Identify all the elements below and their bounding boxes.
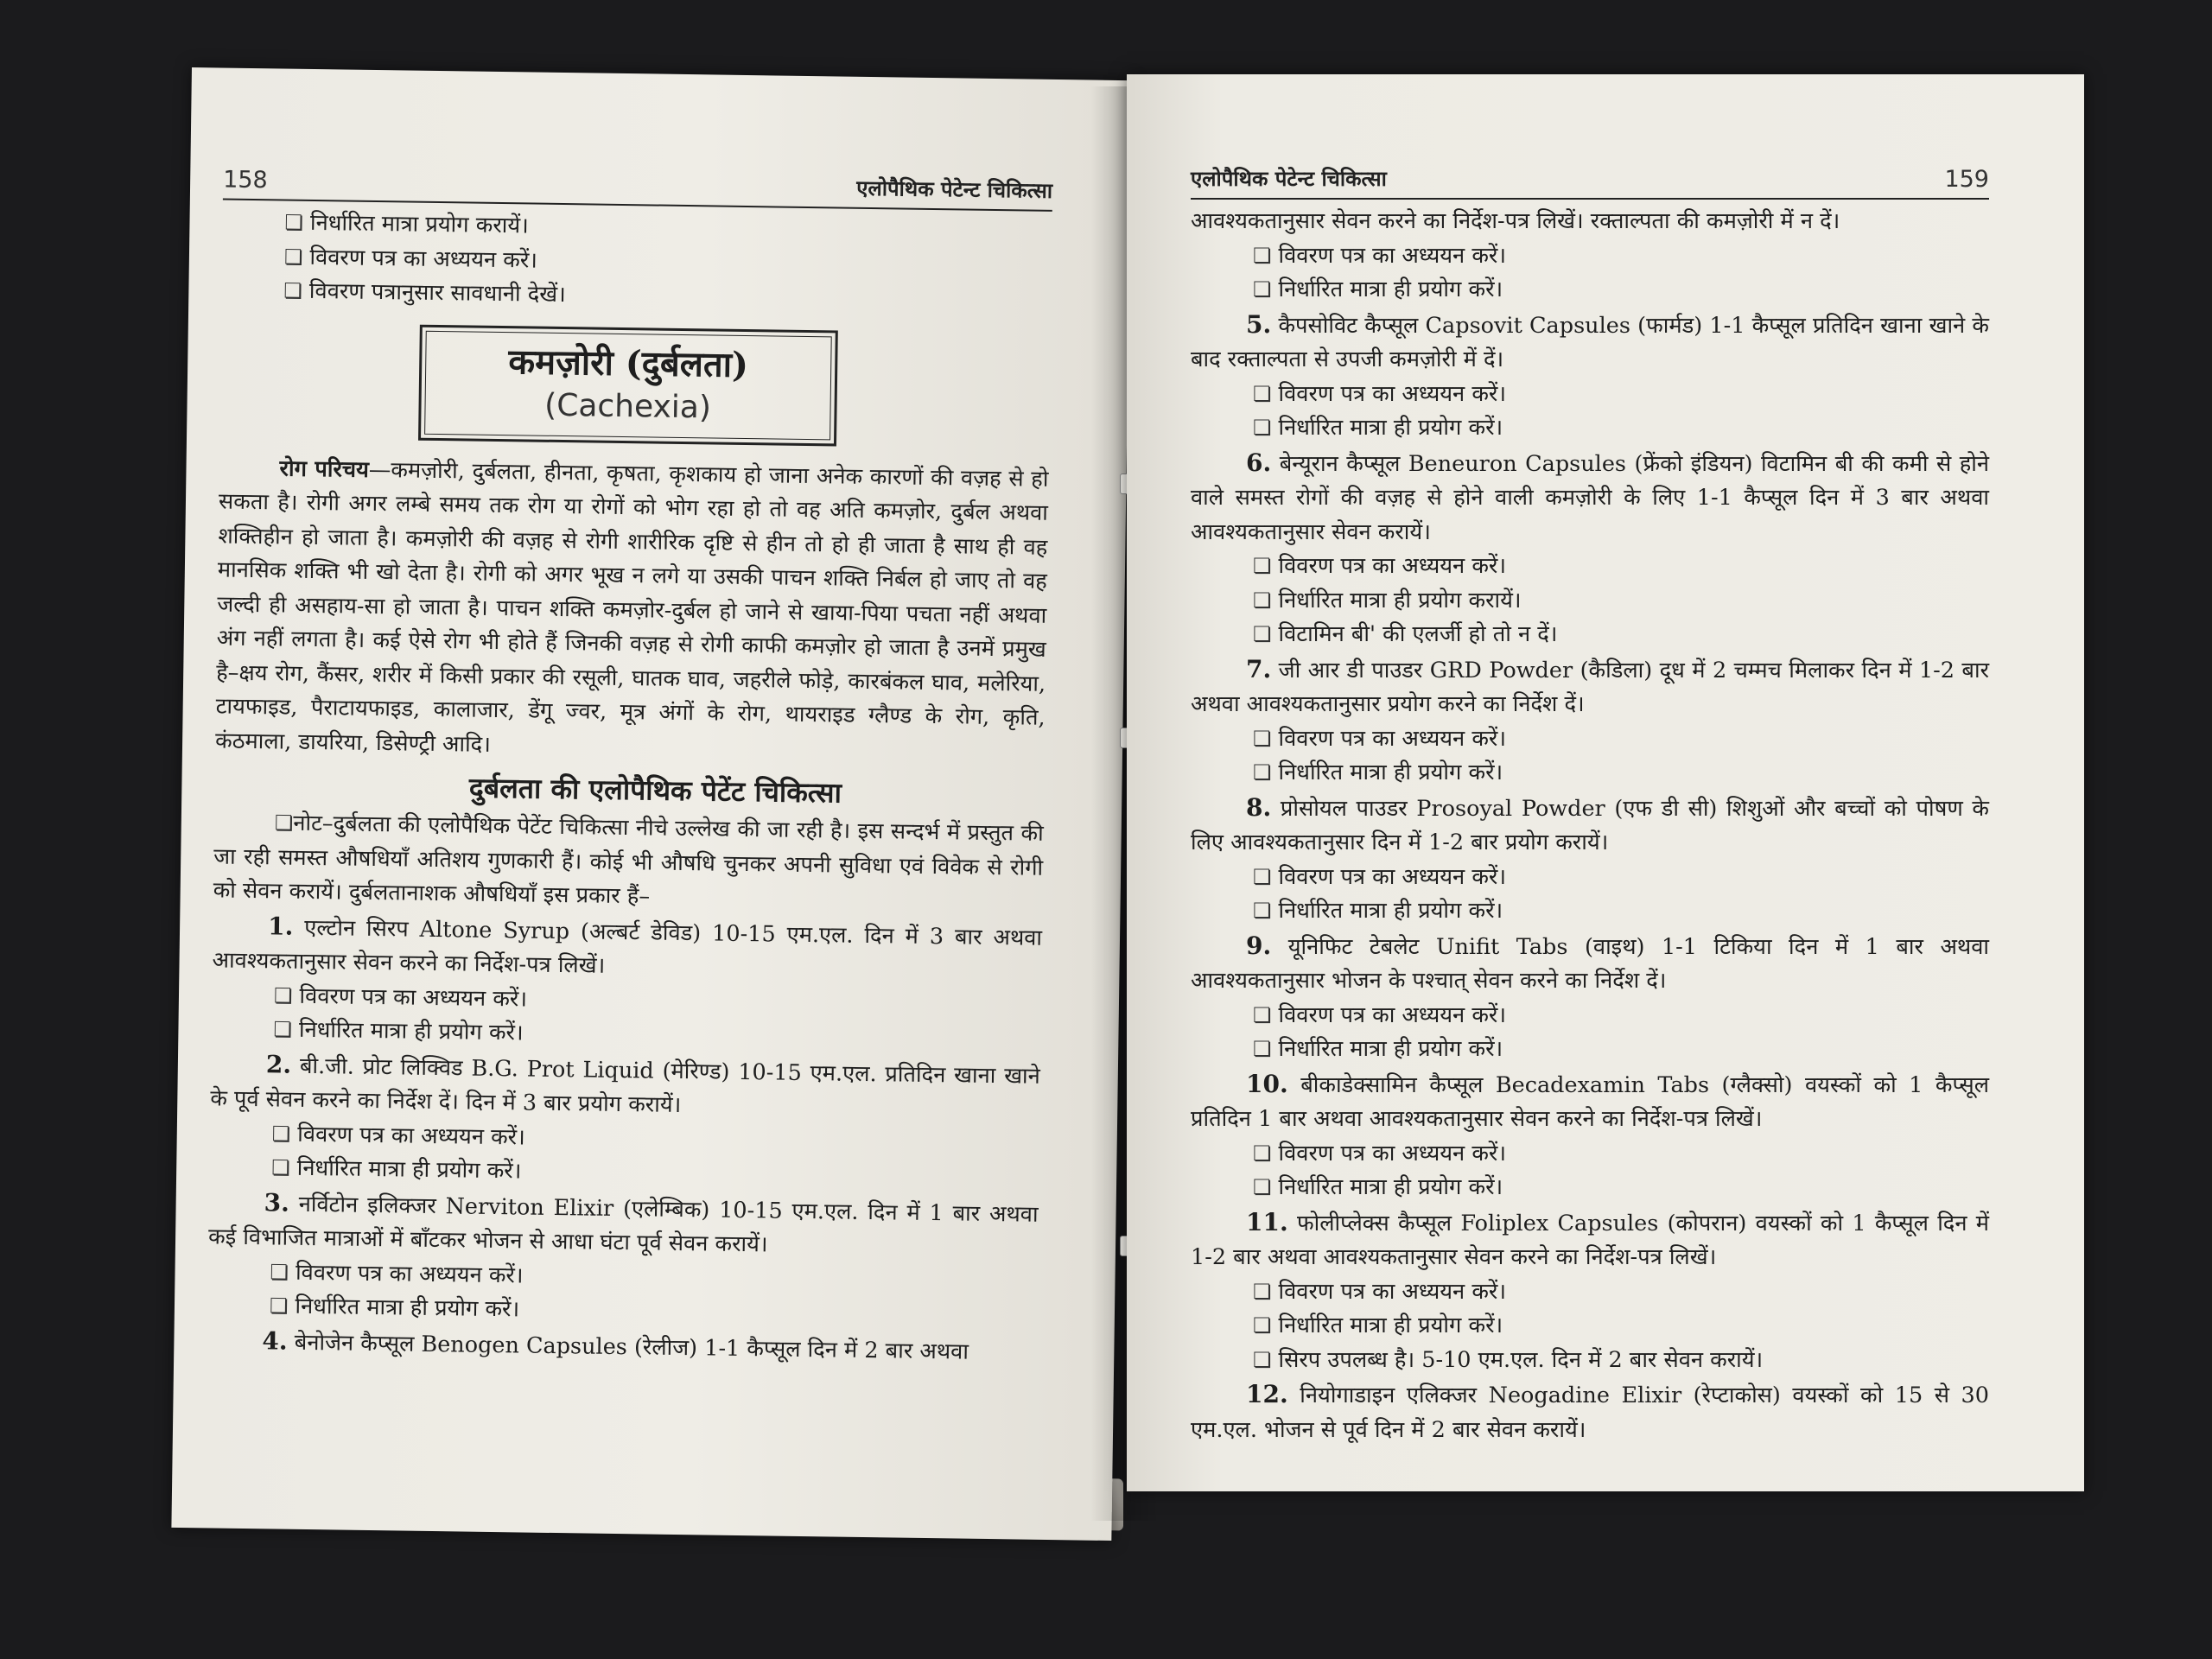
- item-number: 10.: [1246, 1069, 1288, 1098]
- item-number: 7.: [1246, 654, 1272, 683]
- left-top-check-2: ❏ विवरण पत्र का अध्ययन करें।: [222, 239, 1052, 285]
- item-check: ❏ विवरण पत्र का अध्ययन करें।: [1191, 722, 1989, 757]
- item-8: [1191, 791, 1989, 861]
- item-check: ❏ विवरण पत्र का अध्ययन करें।: [1191, 378, 1989, 412]
- note-paragraph: ❏ नोट–दुर्बलता की एलोपैथिक पेटेंट चिकित्सा नीचे उल्लेख की जा रही है। इस सन्दर्भ में प्रस्तुत की जा रही समस्त औषधियाँ अतिशय गुणकारी हैं। कोई भी औषधि चुनकर अपनी सुविधा एवं विवेक से रोगी को सेवन करायें। दुर्बलतानाशक औषधियाँ इस प्रकार हैं–: [213, 805, 1044, 919]
- left-page-number: 158: [222, 166, 268, 194]
- left-running-header: एलोपैथिक पेटेन्ट चिकित्सा: [856, 175, 1053, 203]
- item-text: नर्विटोन इलिक्जर Nerviton Elixir (एलेम्बिक) 10-15 एम.एल. दिन में 1 बार अथवा कई विभाजित मात्राओं में बाँटकर भोजन से आधा घंटा पूर्व सेवन करायें।: [207, 1191, 1039, 1258]
- item-2: [210, 1046, 1040, 1128]
- item-number: 1.: [267, 911, 294, 941]
- item-number: 11.: [1246, 1207, 1288, 1236]
- item-text: प्रोसोयल पाउडर Prosoyal Powder (एफ डी सी) शिशुओं और बच्चों को पोषण के लिए आवश्यकतानुसार दिन में 1-2 बार प्रयोग करायें।: [1191, 795, 1990, 855]
- item-check: ❏ निर्धारित मात्रा ही प्रयोग करें।: [1191, 756, 1989, 791]
- treatment-subheading: दुर्बलता की एलोपैथिक पेटेंट चिकित्सा: [468, 771, 842, 810]
- item-number: 5.: [1246, 309, 1272, 339]
- item-text: बेनोजेन कैप्सूल Benogen Capsules (रेलीज) 1-1 कैप्सूल दिन में 2 बार अथवा: [294, 1329, 969, 1365]
- item-check: ❏ विवरण पत्र का अध्ययन करें।: [212, 978, 1041, 1024]
- item-9: [1191, 929, 1989, 999]
- left-page: [171, 67, 1131, 1541]
- item-check: ❏ विवरण पत्र का अध्ययन करें।: [1191, 239, 1989, 274]
- item-check: ❏ निर्धारित मात्रा ही प्रयोग करें।: [207, 1288, 1037, 1334]
- item-check: ❏ निर्धारित मात्रा ही प्रयोग करें।: [1191, 1171, 1989, 1205]
- item-check: ❏ निर्धारित मात्रा ही प्रयोग करें।: [1191, 894, 1989, 929]
- left-top-check-1: ❏ निर्धारित मात्रा प्रयोग करायें।: [222, 206, 1052, 251]
- item-check: ❏ निर्धारित मात्रा ही प्रयोग करें।: [1191, 411, 1989, 446]
- right-running-header: एलोपैथिक पेटेन्ट चिकित्सा: [1191, 166, 1387, 191]
- right-page-number: 159: [1944, 166, 1989, 193]
- right-page-header: [1191, 164, 1989, 200]
- item-11: [1191, 1205, 1989, 1275]
- item-6: [1191, 446, 1989, 550]
- item-check: ❏ निर्धारित मात्रा ही प्रयोग करें।: [209, 1150, 1039, 1196]
- item-check: ❏ निर्धारित मात्रा ही प्रयोग करायें।: [1191, 584, 1989, 619]
- item-text: एल्टोन सिरप Altone Syrup (अल्बर्ट डेविड) 10-15 एम.एल. दिन में 3 बार अथवा आवश्यकतानुसार सेवन करने का निर्देश-पत्र लिखें।: [212, 914, 1043, 979]
- item-number: 4.: [262, 1325, 288, 1356]
- item-text: यूनिफिट टेबलेट Unifit Tabs (वाइथ) 1-1 टिकिया दिन में 1 बार अथवा आवश्यकतानुसार भोजन के पश्चात् सेवन करने का निर्देश दें।: [1191, 933, 1990, 994]
- item-check: ❏ विवरण पत्र का अध्ययन करें।: [1191, 861, 1989, 895]
- left-top-check-3: ❏ विवरण पत्रानुसार सावधानी देखें।: [221, 274, 1051, 320]
- intro-paragraph: [215, 451, 1049, 770]
- right-page: [1127, 74, 2084, 1491]
- left-page-header: [223, 165, 1052, 212]
- item-text: फोलीप्लेक्स कैप्सूल Foliplex Capsules (कोपरान) वयस्कों को 1 कैप्सूल दिन में 1-2 बार अथवा आवश्यकतानुसार सेवन करने का निर्देश-पत्र लिखें।: [1191, 1210, 1989, 1270]
- item-check: ❏ विटामिन बी' की एलर्जी हो तो न दें।: [1191, 618, 1989, 652]
- item-check: ❏ विवरण पत्र का अध्ययन करें।: [1191, 1137, 1989, 1172]
- item-text: जी आर डी पाउडर GRD Powder (कैडिला) दूध में 2 चम्मच मिलाकर दिन में 1-2 बार अथवा आवश्यकतानुसार प्रयोग करने का निर्देश दें।: [1191, 657, 1989, 717]
- item-text: कैपसोविट कैप्सूल Capsovit Capsules (फार्मड) 1-1 कैप्सूल प्रतिदिन खाना खाने के बाद रक्ताल्पता से उपजी कमज़ोरी में दें।: [1191, 312, 1989, 372]
- chapter-title-hindi: कमज़ोरी (दुर्बलता): [508, 340, 749, 385]
- item-check: ❏ निर्धारित मात्रा ही प्रयोग करें।: [211, 1012, 1040, 1058]
- item-number: 6.: [1246, 448, 1272, 477]
- item-7: [1191, 652, 1989, 722]
- item-text: बेन्यूरान कैप्सूल Beneuron Capsules (फ्रेंको इंडियन) विटामिन बी की कमी से होने वाले समस्त रोगों की वज़ह से होने वाली कमज़ोरी के लिए 1-1 कैप्सूल दिन में 3 बार अथवा आवश्यकतानुसार सेवन करायें।: [1191, 450, 1989, 545]
- item-text: बी.जी. प्रोट लिक्विड B.G. Prot Liquid (मेरिण्ड) 10-15 एम.एल. प्रतिदिन खाना खाने के पूर्व सेवन करने का निर्देश दें। दिन में 3 बार प्रयोग करायें।: [210, 1052, 1041, 1119]
- item-check: ❏ विवरण पत्र का अध्ययन करें।: [1191, 550, 1989, 584]
- item-number: 8.: [1246, 792, 1272, 822]
- item-12: [1191, 1377, 1989, 1447]
- continued-text: आवश्यकतानुसार सेवन करने का निर्देश-पत्र लिखें। रक्ताल्पता की कमज़ोरी में न दें।: [1191, 208, 1840, 234]
- chapter-title-box: [418, 324, 838, 446]
- item-5: [1191, 308, 1989, 378]
- item-number: 12.: [1246, 1380, 1288, 1408]
- item-10: [1191, 1067, 1989, 1137]
- item-check: ❏ निर्धारित मात्रा ही प्रयोग करें।: [1191, 1033, 1989, 1067]
- item-check: ❏ निर्धारित मात्रा ही प्रयोग करें।: [1191, 1309, 1989, 1344]
- item-check: ❏ विवरण पत्र का अध्ययन करें।: [1191, 999, 1989, 1033]
- item-check: ❏ विवरण पत्र का अध्ययन करें।: [1191, 1275, 1989, 1310]
- intro-label: रोग परिचय: [279, 454, 370, 483]
- item-check: ❏ सिरप उपलब्ध है। 5-10 एम.एल. दिन में 2 बार सेवन करायें।: [1191, 1344, 1989, 1378]
- item-number: 2.: [265, 1049, 292, 1079]
- item-number: 3.: [264, 1187, 290, 1217]
- item-1: [212, 908, 1042, 989]
- item-text: बीकाडेक्सामिन कैप्सूल Becadexamin Tabs (ग्लैक्सो) वयस्कों को 1 कैप्सूल प्रतिदिन 1 बार अथवा आवश्यकतानुसार सेवन करने का निर्देश-पत्र लिखें।: [1191, 1071, 1990, 1132]
- item-check: ❏ निर्धारित मात्रा ही प्रयोग करें।: [1191, 273, 1989, 308]
- item-check: ❏ विवरण पत्र का अध्ययन करें।: [207, 1255, 1037, 1300]
- item-check: ❏ विवरण पत्र का अध्ययन करें।: [210, 1116, 1039, 1162]
- item-text: नियोगाडाइन एलिक्जर Neogadine Elixir (रेप्टाकोस) वयस्कों को 15 से 30 एम.एल. भोजन से पूर्व दिन में 2 बार सेवन करायें।: [1191, 1382, 1990, 1443]
- item-3: [208, 1185, 1039, 1266]
- intro-text: —कमज़ोरी, दुर्बलता, हीनता, कृषता, कृशकाय हो जाना अनेक कारणों की वज़ह से हो सकता है। रोगी अगर लम्बे समय तक रोग या रोगों को भोग रहा हो तो वह अति कमज़ोर, दुर्बल अथवा शक्तिहीन हो जाता है। कमज़ोरी की वज़ह से रोगी शारीरिक दृष्टि से हीन तो हो ही जाता है साथ ही वह मानसिक शक्ति भी खो देता है। रोगी को अगर भूख न लगे या उसकी पाचन शक्ति निर्बल हो जाए तो वह जल्दी ही असहाय-सा हो जाता है। पाचन शक्ति कमज़ोर-दुर्बल हो जाने से खाया-पिया पचता नहीं अथवा अंग नहीं लगता है। कई ऐसे रोग भी होते हैं जिनकी वज़ह से रोगी काफी कमज़ोर हो जाता है उनमें प्रमुख है–क्षय रोग, कैंसर, शरीर में किसी प्रकार की रसूली, घातक घाव, जहरीले फोड़े, कारबंकल घाव, मलेरिया, टायफाइड, पैराटायफाइड, कालाजार, डेंगू ज्वर, मूत्र अंगों के रोग, थायराइड ग्लैण्ड के रोग, कृति, कंठमाला, डायरिया, डिसेण्ट्री आदि।: [214, 456, 1049, 758]
- item-number: 9.: [1246, 931, 1272, 960]
- chapter-title-english: (Cachexia): [543, 387, 712, 425]
